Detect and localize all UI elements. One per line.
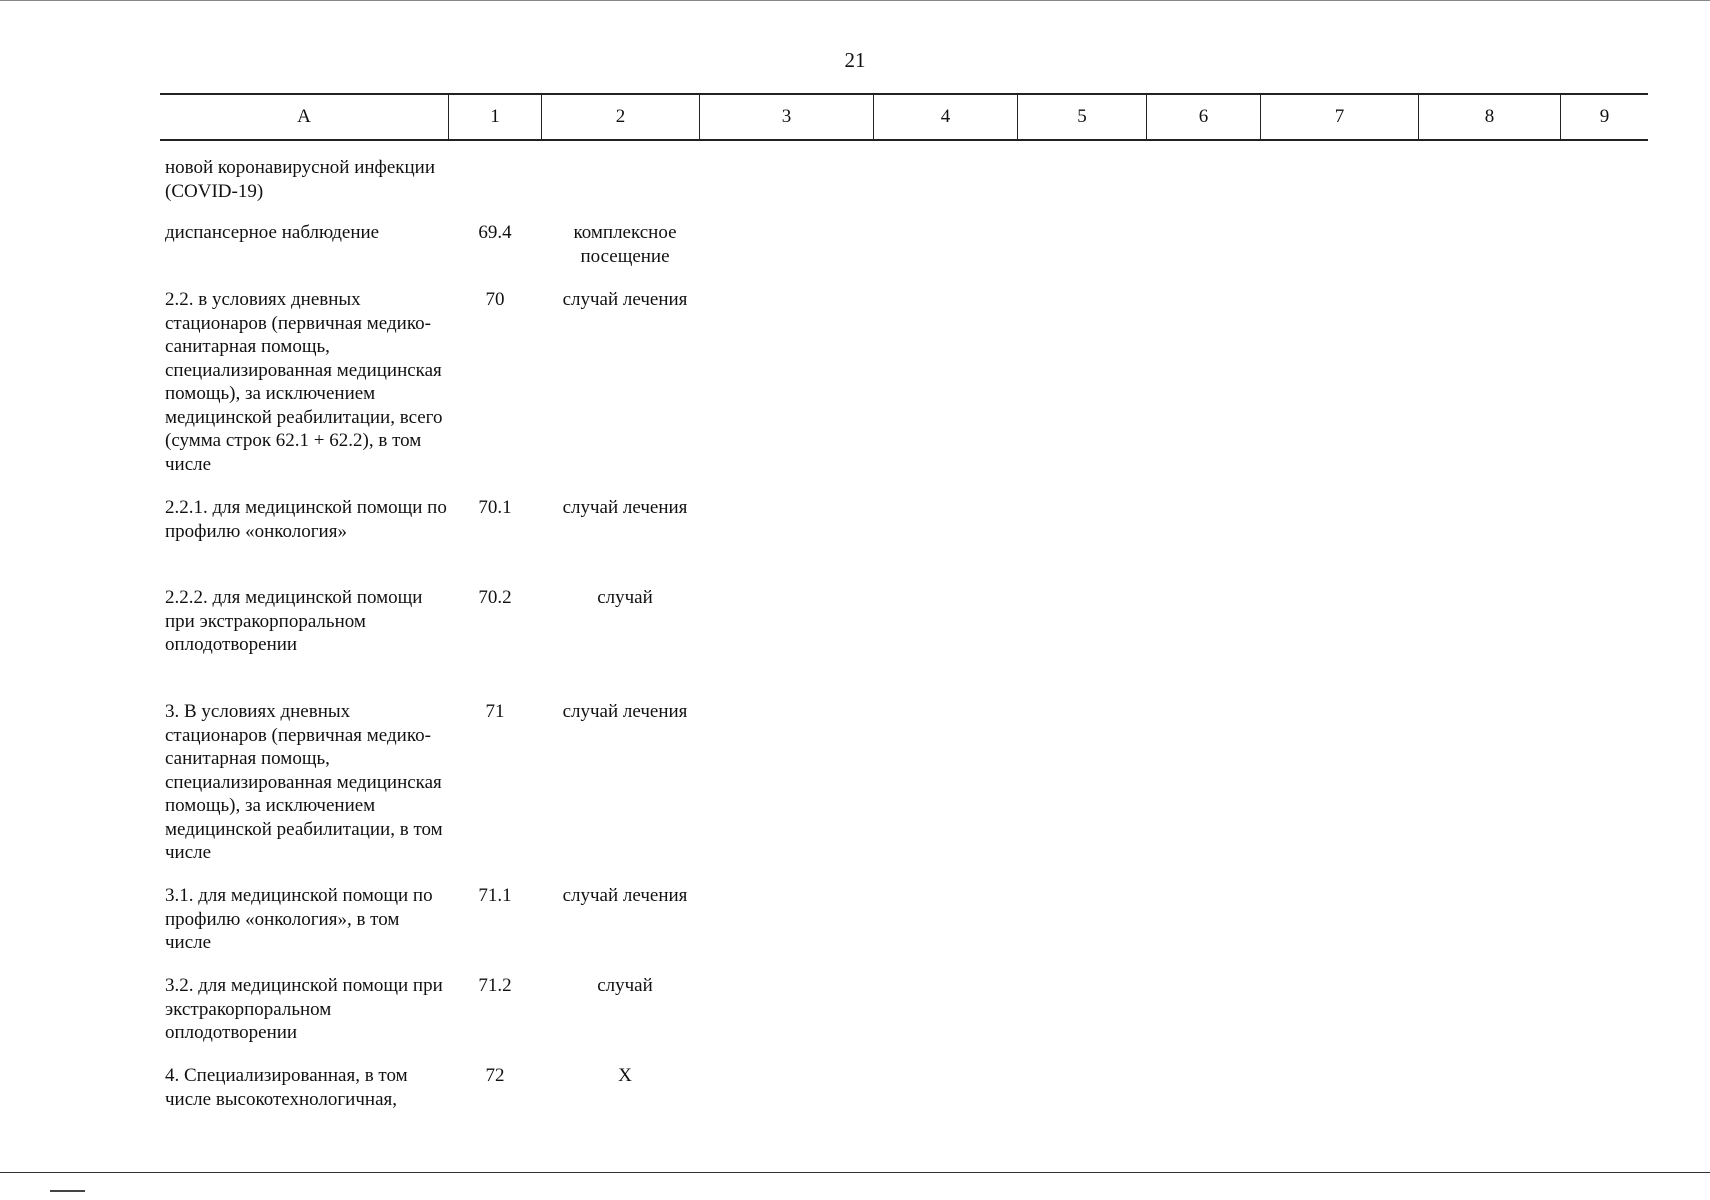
row-unit: случай лечения — [562, 497, 688, 518]
row-label: 3.2. для медицинской помощи при экстракорпоральном оплодотворении — [165, 975, 443, 1043]
row-label: новой коронавирусной инфекции (COVID-19) — [165, 157, 436, 202]
row-unit: случай — [597, 975, 653, 996]
row-code: 70.2 — [478, 587, 512, 608]
page-bottom-rule — [0, 1172, 1710, 1173]
header-col-8: 8 — [1418, 95, 1560, 139]
row-label: 4. Специализированная, в том числе высокотехнологичная, — [165, 1065, 408, 1110]
row-label: 2.2.1. для медицинской помощи по профилю «онкология» — [165, 497, 447, 542]
row-code: 71 — [485, 701, 505, 722]
header-col-4: 4 — [873, 95, 1017, 139]
header-col-9: 9 — [1560, 95, 1648, 139]
header-col-1: 1 — [448, 95, 541, 139]
footer-mark — [50, 1190, 85, 1192]
header-col-a: A — [297, 106, 311, 127]
row-label: 2.2. в условиях дневных стационаров (первичная медико-санитарная помощь, специализированная медицинская помощь), за исключением медицинской реабилитации, всего (сумма строк 62.1 + 62.2), в том числе — [165, 289, 443, 475]
top-edge-rule — [0, 0, 1710, 1]
row-label: диспансерное наблюдение — [165, 222, 380, 243]
row-unit: случай лечения — [562, 701, 688, 722]
row-unit: комплексное посещение — [573, 222, 677, 267]
row-code: 72 — [485, 1065, 505, 1086]
header-col-3: 3 — [699, 95, 873, 139]
header-col-5: 5 — [1017, 95, 1146, 139]
row-label: 3.1. для медицинской помощи по профилю «онкология», в том числе — [165, 885, 433, 953]
header-col-6: 6 — [1146, 95, 1260, 139]
row-unit: случай лечения — [562, 289, 688, 310]
row-label: 2.2.2. для медицинской помощи при экстракорпоральном оплодотворении — [165, 587, 423, 655]
table-header — [160, 93, 1648, 141]
row-code: 70.1 — [478, 497, 512, 518]
row-unit: случай лечения — [562, 885, 688, 906]
row-code: 69.4 — [478, 222, 512, 243]
page-number: 21 — [844, 48, 866, 72]
row-unit: Х — [618, 1065, 632, 1086]
row-unit: случай — [597, 587, 653, 608]
row-code: 71.1 — [478, 885, 512, 906]
row-code: 70 — [485, 289, 505, 310]
header-col-7: 7 — [1260, 95, 1418, 139]
row-label: 3. В условиях дневных стационаров (первичная медико-санитарная помощь, специализированная медицинская помощь), за исключением медицинской реабилитации, в том числе — [165, 701, 443, 863]
header-col-2: 2 — [541, 95, 699, 139]
row-code: 71.2 — [478, 975, 512, 996]
